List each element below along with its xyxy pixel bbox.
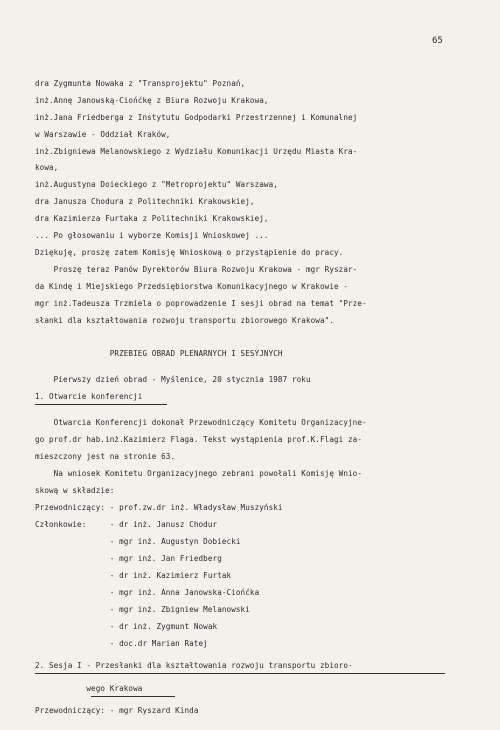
- section-heading: PRZEBIEG OBRAD PLENARNYCH I SESYJNYCH: [35, 349, 283, 358]
- text-line: inż.Zbigniewa Melanowskiego z Wydziału Komunikacji Urzędu Miasta Kra-: [35, 147, 358, 156]
- text-line: ... Po głosowaniu i wyborze Komisji Wnioskowej ...: [35, 231, 269, 240]
- committee-chair: Przewodniczący: - prof.zw.dr inż. Władysław Muszyński: [35, 503, 283, 512]
- text-line: dra Janusza Chodura z Politechniki Krakowskiej,: [35, 197, 255, 206]
- text-line: Otwarcia Konferencji dokonał Przewodniczący Komitetu Organizacyjne-: [35, 418, 367, 427]
- heading-underline: [35, 673, 445, 674]
- text-line: inż.Augustyna Doieckiego z "Metroprojektu" Warszawa,: [35, 180, 278, 189]
- text-line: Proszę teraz Panów Dyrektorów Biura Rozwoju Krakowa - mgr Ryszar-: [35, 265, 358, 274]
- session-heading: 2. Sesja I - Przesłanki dla kształtowania rozwoju transportu zbioro-: [35, 661, 353, 670]
- day-heading: Pierwszy dzień obrad - Myślenice, 20 stycznia 1987 roku: [35, 375, 311, 384]
- text-line: w Warszawie - Oddział Kraków,: [35, 130, 171, 139]
- text-line: słanki dla kształtowania rozwoju transportu zbiorowego Krakowa".: [35, 316, 334, 325]
- text-line: da Kindę i Miejskiego Przedsiębiorstwa Komunikacyjnego w Krakowie -: [35, 282, 349, 291]
- text-line: inż.Jana Friedberga z Instytutu Godpodarki Przestrzennej i Komunalnej: [35, 113, 358, 122]
- text-line: Dziękuję, proszę zatem Komisję Wnioskową o przystąpienie do pracy.: [35, 248, 344, 257]
- committee-member: - mgr inż. Anna Janowska-Ciońćka: [35, 588, 260, 597]
- session-heading-cont: wego Krakowa: [35, 684, 143, 693]
- text-line: dra Kazimierza Furtaka z Politechniki Krakowskiej,: [35, 214, 269, 223]
- text-line: go prof.dr hab.inż.Kazimierz Flaga. Tekst wystąpienia prof.K.Flagi za-: [35, 435, 363, 444]
- page-number: 65: [432, 36, 443, 46]
- item-heading: 1. Otwarcie konferencji: [35, 392, 143, 401]
- text-line: Na wniosek Komitetu Organizacyjnego zebrani powołali Komisję Wnio-: [35, 469, 363, 478]
- session-chair: Przewodniczący: - mgr Ryszard Kinda: [35, 706, 199, 715]
- text-line: inż.Annę Janowską-Ciońćkę z Biura Rozwoju Krakowa,: [35, 96, 269, 105]
- heading-underline: [91, 696, 175, 697]
- committee-member: - dr inż. Kazimierz Furtak: [35, 571, 232, 580]
- text-line: skową w składzie:: [35, 486, 115, 495]
- committee-member: - mgr inż. Augustyn Dobiecki: [35, 537, 241, 546]
- committee-member: Członkowie: - dr inż. Janusz Chodur: [35, 520, 218, 529]
- committee-member: - mgr inż. Jan Friedberg: [35, 554, 222, 563]
- committee-member: - mgr inż. Zbigniew Melanowski: [35, 605, 250, 614]
- text-line: dra Zygmunta Nowaka z "Transprojektu" Poznań,: [35, 79, 246, 88]
- heading-underline: [35, 404, 167, 405]
- committee-member: - doc.dr Marian Ratej: [35, 639, 208, 648]
- text-line: mgr inż.Tadeusza Trzmiela o poprowadzenie I sesji obrad na temat "Prze-: [35, 299, 367, 308]
- text-line: mieszczony jest na stronie 63.: [35, 452, 176, 461]
- text-line: kowa,: [35, 163, 59, 172]
- committee-member: - dr inż. Zygmunt Nowak: [35, 622, 218, 631]
